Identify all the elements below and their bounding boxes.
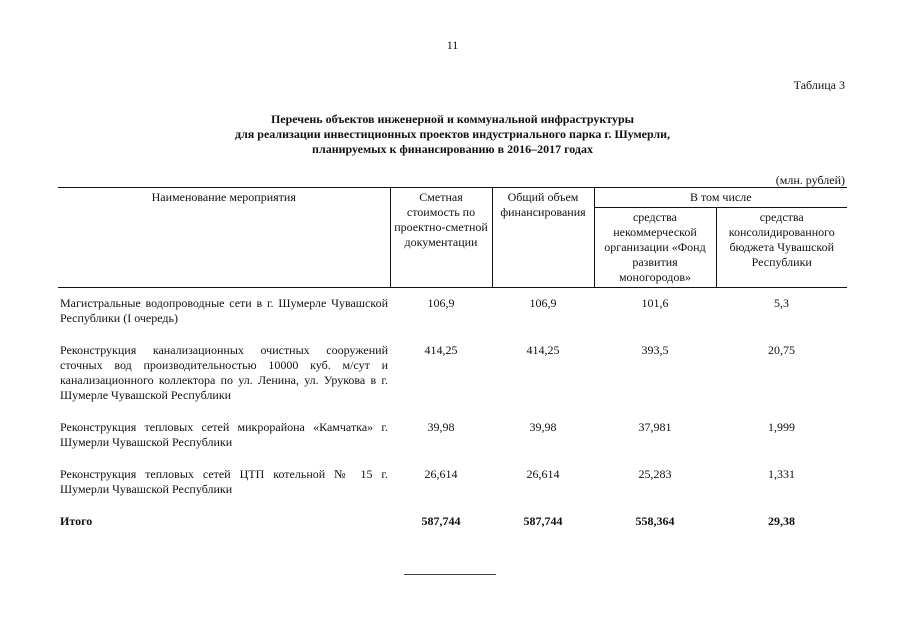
row-name: Реконструкция тепловых сетей ЦТП котельной № 15 г. Шумерли Чувашской Республики — [60, 467, 388, 496]
row-nonprofit: 25,283 — [638, 467, 672, 481]
row-estimated-cost: 106,9 — [427, 296, 455, 310]
total-nonprofit: 558,364 — [635, 514, 675, 528]
footnote-rule — [404, 574, 496, 575]
row-name: Реконструкция канализационных очистных сооружений сточных вод производительностью 10000 куб. м/сут и канализационного коллектора по ул. Ленина, ул. Урукова в г. Шумерле Чувашской Республики — [60, 343, 388, 402]
units-label: (млн. рублей) — [775, 173, 845, 187]
row-total-volume: 106,9 — [529, 296, 557, 310]
page-number: 11 — [446, 38, 459, 52]
row-total-volume: 414,25 — [526, 343, 560, 357]
row-nonprofit: 101,6 — [641, 296, 669, 310]
header-budget: средства консолидированного бюджета Чувашской Республики — [716, 208, 847, 288]
table-label: Таблица 3 — [793, 78, 845, 92]
row-estimated-cost: 26,614 — [424, 467, 458, 481]
title-line: для реализации инвестиционных проектов индустриального парка г. Шумерли, — [235, 127, 670, 141]
row-estimated-cost: 39,98 — [427, 420, 455, 434]
row-nonprofit: 393,5 — [641, 343, 669, 357]
header-estimated-cost: Сметная стоимость по проектно-сметной документации — [390, 188, 492, 288]
total-budget: 29,38 — [768, 514, 795, 528]
row-nonprofit: 37,981 — [638, 420, 672, 434]
total-row — [58, 514, 847, 529]
table-title — [0, 112, 905, 157]
total-total-volume: 587,744 — [523, 514, 563, 528]
row-budget: 5,3 — [774, 296, 789, 310]
table-row — [58, 420, 847, 450]
header-including: В том числе — [594, 188, 847, 208]
table-row — [58, 467, 847, 497]
financing-table — [58, 187, 847, 529]
header-name: Наименование мероприятия — [58, 188, 390, 288]
row-estimated-cost: 414,25 — [424, 343, 458, 357]
header-total-volume: Общий объем финансирования — [492, 188, 594, 288]
title-line: Перечень объектов инженерной и коммунальной инфраструктуры — [270, 112, 635, 126]
title-line: планируемых к финансированию в 2016–2017 годах — [312, 142, 593, 156]
row-budget: 1,999 — [768, 420, 795, 434]
table-row — [58, 296, 847, 326]
row-budget: 20,75 — [768, 343, 795, 357]
row-budget: 1,331 — [768, 467, 795, 481]
table-row — [58, 343, 847, 403]
row-name: Реконструкция тепловых сетей микрорайона «Камчатка» г. Шумерли Чувашской Республики — [60, 420, 388, 449]
total-label: Итого — [60, 514, 93, 528]
row-total-volume: 26,614 — [526, 467, 560, 481]
row-total-volume: 39,98 — [529, 420, 557, 434]
row-name: Магистральные водопроводные сети в г. Шумерле Чувашской Республики (I очередь) — [60, 296, 388, 325]
total-estimated-cost: 587,744 — [421, 514, 461, 528]
header-nonprofit: средства некоммерческой организации «Фонд развития моногородов» — [594, 208, 716, 288]
